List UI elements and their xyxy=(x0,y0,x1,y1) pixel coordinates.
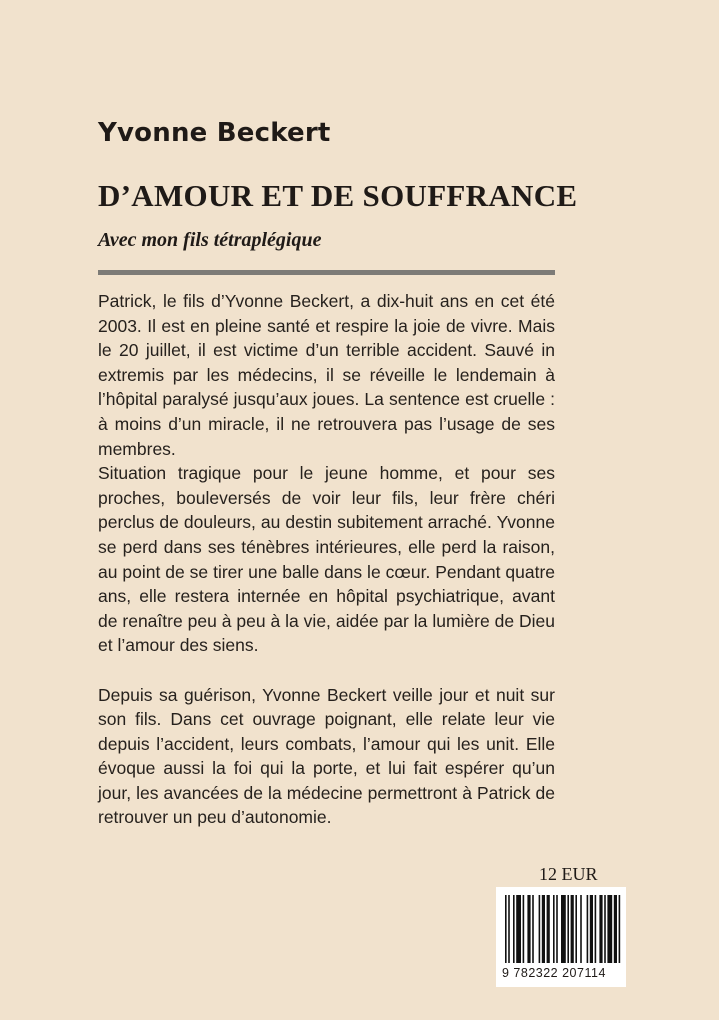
barcode-bars xyxy=(496,887,626,967)
author-name: Yvonne Beckert xyxy=(98,118,331,148)
book-title: D’AMOUR ET DE SOUFFRANCE xyxy=(98,178,578,213)
blurb-paragraph-2: Situation tragique pour le jeune homme, et pour ses proches, bouleversés de voir leur fils, leur frère chéri perclus de douleurs, au destin subitement arraché. Yvonne se perd dans ses ténèbres intérieures, elle perd la raison, au point de se tirer une balle dans le cœur. Pendant quatre ans, elle restera internée en hôpital psychiatrique, avant de renaître peu à peu à la vie, aidée par la lumière de Dieu et l’amour des siens. xyxy=(98,463,555,656)
blurb-paragraph-3: Depuis sa guérison, Yvonne Beckert veille jour et nuit sur son fils. Dans cet ouvrage poignant, elle relate leur vie depuis l’accident, leurs combats, l’amour qui les unit. Elle évoque aussi la foi qui la porte, et lui fait espérer qu’un jour, les avancées de la médecine permettront à Patrick de retrouver un peu d’autonomie. xyxy=(98,684,555,828)
book-subtitle: Avec mon fils tétraplégique xyxy=(98,229,322,251)
blurb xyxy=(98,289,555,830)
barcode-digits: 9 782322 207114 xyxy=(502,966,606,980)
divider-rule xyxy=(98,270,555,275)
blurb-paragraph-1: Patrick, le fils d’Yvonne Beckert, a dix-huit ans en cet été 2003. Il est en pleine santé et respire la joie de vivre. Mais le 20 juillet, il est victime d’un terrible accident. Sauvé in extremis par les médecins, il se réveille le lendemain à l’hôpital paralysé jusqu’aux joues. La sentence est cruelle : à moins d’un miracle, il ne retrouvera pas l’usage de ses membres. xyxy=(98,291,555,459)
isbn-barcode xyxy=(496,887,626,987)
price-label: 12 EUR xyxy=(539,864,598,884)
